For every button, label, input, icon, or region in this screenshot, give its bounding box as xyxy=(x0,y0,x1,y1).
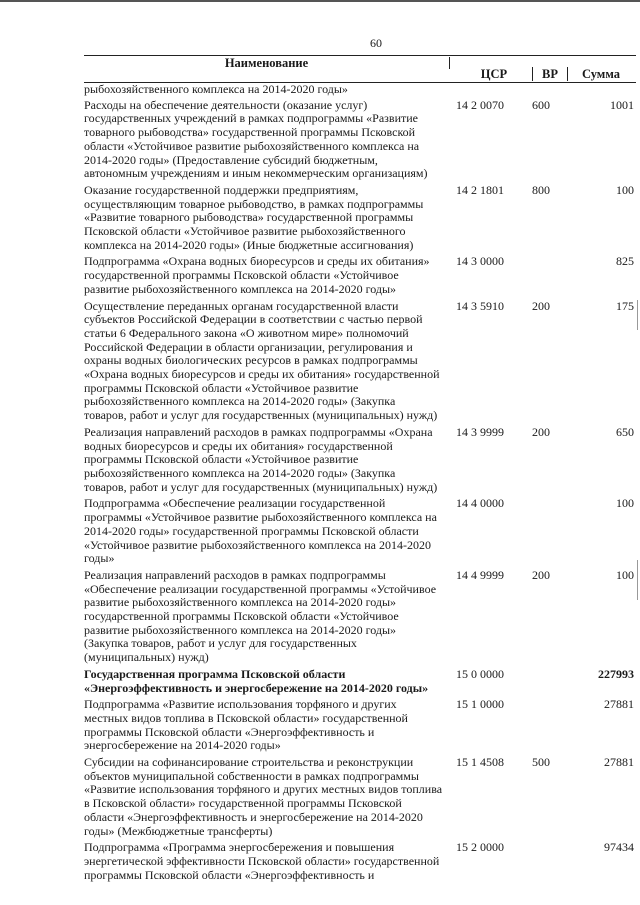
row-vr: 600 xyxy=(532,97,550,112)
table-header xyxy=(84,55,636,83)
row-name: Расходы на обеспечение деятельности (оказание услуг) государственных учреждений в рамках подпрограммы «Развитие товарного рыбоводства» государственной программы Псковской области «Устойчивое развитие рыбохозяйственного комплекса на 2014-2020 годы» (Предоставление субсидий бюджетным, автономным учреждениям и иным некоммерческим организациям) xyxy=(84,97,428,181)
scan-artifact xyxy=(637,560,638,600)
row-sum: 27881 xyxy=(604,697,634,712)
table-row xyxy=(84,83,636,97)
row-csr: 15 1 0000 xyxy=(456,697,504,712)
table-row xyxy=(84,300,636,423)
row-csr: 14 2 0070 xyxy=(456,97,504,112)
row-sum: 175 xyxy=(616,298,634,313)
row-vr: 500 xyxy=(532,755,550,770)
table-row xyxy=(84,497,636,566)
budget-table xyxy=(84,55,636,882)
row-sum: 27881 xyxy=(604,755,634,770)
row-name: Реализация направлений расходов в рамках подпрограммы «Обеспечение реализации государственной программы «Устойчивое развитие рыбохозяйственного комплекса на 2014-2020 годы» государственной программы Псковской области «Устойчивое развитие рыбохозяйственного комплекса на 2014-2020 годы» (Закупка товаров, работ и услуг для государственных (муниципальных) нужд) xyxy=(84,567,437,665)
row-sum: 100 xyxy=(616,496,634,511)
page-number: 60 xyxy=(370,36,382,50)
table-row xyxy=(84,255,636,296)
row-vr: 200 xyxy=(532,567,550,582)
header-sum: Сумма xyxy=(582,67,620,81)
row-vr: 200 xyxy=(532,424,550,439)
row-csr: 14 4 0000 xyxy=(456,496,504,511)
row-csr: 15 0 0000 xyxy=(456,666,504,681)
row-vr: 200 xyxy=(532,298,550,313)
row-csr: 15 2 0000 xyxy=(456,840,504,855)
scan-edge xyxy=(0,0,640,2)
table-row xyxy=(84,841,636,882)
table-row xyxy=(84,426,636,495)
row-vr: 800 xyxy=(532,182,550,197)
header-vr: ВР xyxy=(532,67,568,81)
table-body xyxy=(84,83,636,882)
row-sum: 825 xyxy=(616,254,634,269)
row-sum: 100 xyxy=(616,567,634,582)
row-name: Реализация направлений расходов в рамках подпрограммы «Охрана водных биоресурсов и среды их обитания» государственной программы Псковской области «Устойчивое развитие рыбохозяйственного комплекса на 2014-2020 годы» (Закупка товаров, работ и услуг для государственных (муниципальных) нужд) xyxy=(84,424,438,494)
row-name: Подпрограмма «Обеспечение реализации государственной программы «Устойчивое развитие рыбохозяйственного комплекса на 2014-2020 годы» государственной программы Псковской области «Устойчивое развитие рыбохозяйственного комплекса на 2014-2020 годы» xyxy=(84,496,437,566)
row-csr: 14 3 9999 xyxy=(456,424,504,439)
row-name: рыбохозяйственного комплекса на 2014-2020 годы» xyxy=(84,82,348,96)
row-csr: 14 3 0000 xyxy=(456,254,504,269)
table-row xyxy=(84,698,636,753)
table-row xyxy=(84,569,636,665)
header-name: Наименование xyxy=(84,57,450,69)
row-csr: 14 2 1801 xyxy=(456,182,504,197)
table-row xyxy=(84,668,636,695)
row-sum: 650 xyxy=(616,424,634,439)
row-sum: 100 xyxy=(616,182,634,197)
row-sum: 97434 xyxy=(604,840,634,855)
row-sum: 227993 xyxy=(598,666,634,681)
scan-artifact xyxy=(637,300,638,330)
row-sum: 1001 xyxy=(610,97,634,112)
table-row xyxy=(84,184,636,253)
row-csr: 15 1 4508 xyxy=(456,755,504,770)
row-name: Субсидии на софинансирование строительства и реконструкции объектов муниципальной собственности в рамках подпрограммы «Развитие использования торфяного и других местных видов топлива в Псковской области» государственной программы Псковской области «Энергоэффективность и энергосбережение на 2014-2020 годы» (Межбюджетные трансферты) xyxy=(84,755,443,838)
row-csr: 14 3 5910 xyxy=(456,298,504,313)
table-row xyxy=(84,99,636,181)
header-csr: ЦСР xyxy=(480,67,508,81)
row-name: Подпрограмма «Программа энергосбережения и повышения энергетической эффективности Псковской области» государственной программы Псковской области «Энергоэффективность и xyxy=(84,840,440,882)
row-name: Государственная программа Псковской области «Энергоэффективность и энергосбережение на 2014-2020 годы» xyxy=(84,666,429,695)
row-csr: 14 4 9999 xyxy=(456,567,504,582)
row-name: Осуществление переданных органам государственной власти субъектов Российской Федерации в соответствии с частью первой статьи 6 Федерального закона «О животном мире» полномочий Российской Федерации в области организации, регулирования и охраны водных биологических ресурсов в рамках подпрограммы «Охрана водных биоресурсов и среды их обитания» государственной программы Псковской области «Устойчивое развитие рыбохозяйственного комплекса на 2014-2020 годы» (Закупка товаров, работ и услуг для государственных (муниципальных) нужд) xyxy=(84,298,440,423)
row-name: Подпрограмма «Охрана водных биоресурсов и среды их обитания» государственной программы Псковской области «Устойчивое развитие рыбохозяйственного комплекса на 2014-2020 годы» xyxy=(84,254,430,296)
row-name: Подпрограмма «Развитие использования торфяного и других местных видов топлива в Псковской области» государственной программы Псковской области «Энергоэффективность и энергосбережение на 2014-2020 годы» xyxy=(84,697,408,753)
table-row xyxy=(84,756,636,838)
row-name: Оказание государственной поддержки предприятиям, осуществляющим товарное рыбоводство, в рамках подпрограммы «Развитие товарного рыбоводства» государственной программы Псковской области «Устойчивое развитие рыбохозяйственного комплекса на 2014-2020 годы» (Иные бюджетные ассигнования) xyxy=(84,182,424,252)
